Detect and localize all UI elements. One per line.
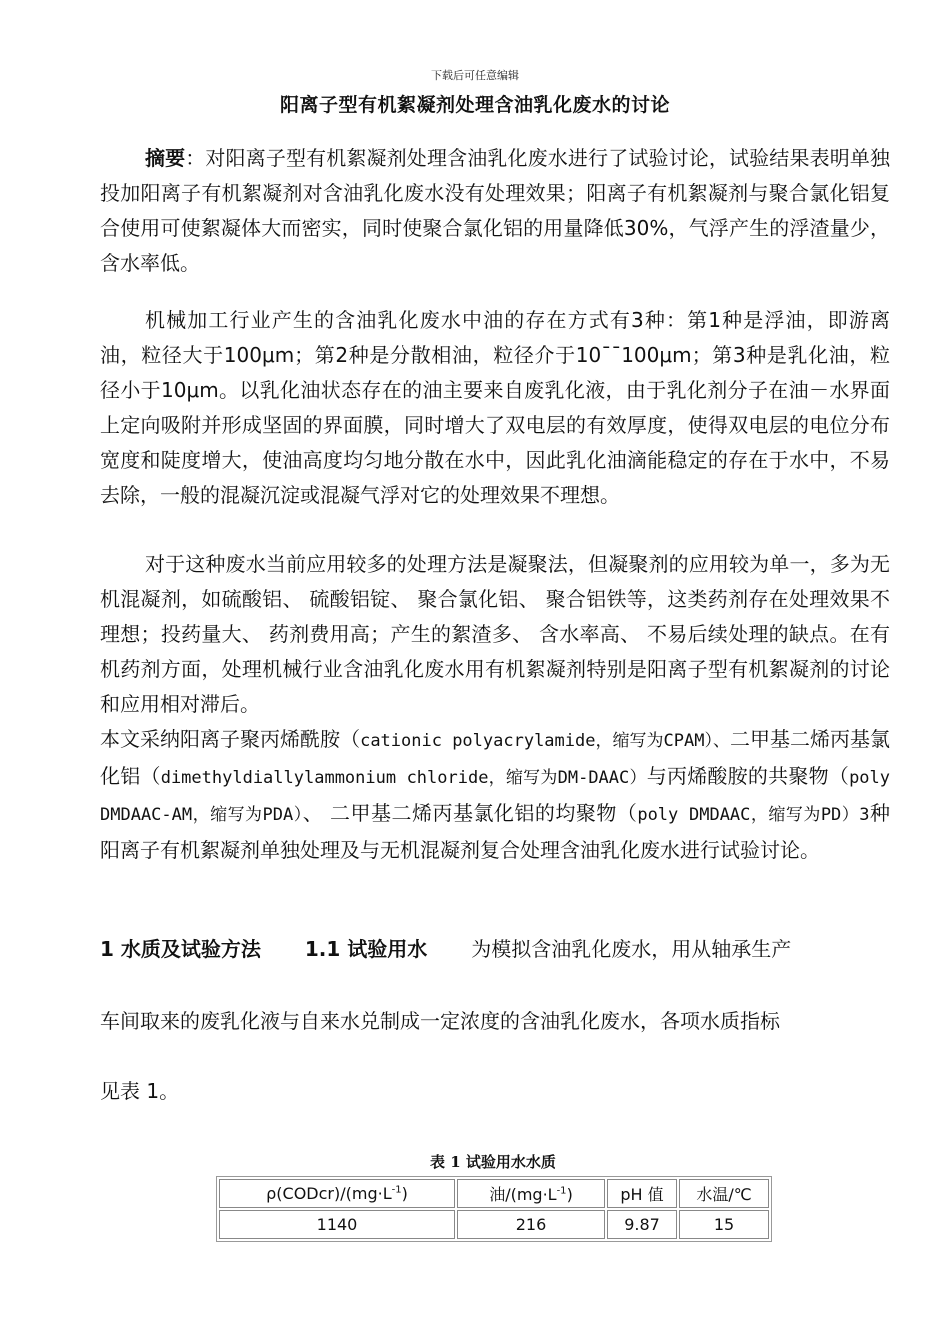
section-text-line-2: 车间取来的废乳化液与自来水兑制成一定浓度的含油乳化废水，各项水质指标 [100,1009,780,1033]
header-temp: 水温/℃ [679,1179,769,1208]
header-codcr: $\rho(CODcr)/(mg\cdot L^{-1})$ [219,1179,455,1208]
cell-oil: 216 [457,1210,605,1239]
header-note: 下载后可任意编辑 [431,69,519,82]
scope-text-i: 种阳离子有机絮凝剂单独处理及与无机混凝剂复合处理含油乳化废水进行试验讨论。 [100,801,890,862]
scope-text-e: 与丙烯酸胺的共聚物（ [646,764,850,788]
abstract-label: 摘要 [145,146,186,170]
table-caption: 表 1 试验用水水质 [430,1153,556,1171]
scope-text-h: poly DMDAAC，缩写为PD）3 [637,805,870,825]
scope-text-a: 本文采纳阳离子聚丙烯酰胺（ [100,727,361,751]
paragraph-oil-forms: 机械加工行业产生的含油乳化废水中油的存在方式有3种：第1种是浮油，即游离油，粒径大于100μm；第2种是分散相油，粒径介于10¯¯100μm；第3种是乳化油，粒径小于10μm。以乳化油状态存在的油主要来自废乳化液，由于乳化剂分子在油－水界面上定向吸附并形成坚固的界面膜，同时增大了双电层的有效厚度，使得双电层的电位分布宽度和陡度增大，使油高度均匀地分散在水中，因此乳化油滴能稳定的存在于水中，不易去除，一般的混凝沉淀或混凝气浮对它的处理效果不理想。 [100,308,890,507]
scope-text-b: cationic polyacrylamide，缩写为CPAM）、 [360,731,730,751]
section-text-line-1: 为模拟含油乳化废水，用从轴承生产 [471,937,792,961]
water-quality-table [216,1176,772,1242]
scope-text-f: poly DMDAAC-AM，缩写为PDA） [100,768,891,825]
abstract-paragraph [100,141,890,281]
cell-ph: 9.87 [607,1210,677,1239]
table-header-row [219,1179,769,1208]
table-row [219,1210,769,1239]
scope-text-c: 二甲基二烯丙基氯化铝（ [100,727,891,788]
scope-text-d: dimethyldiallylammonium chloride，缩写为DM-DAAC） [160,768,647,788]
cell-temp: 15 [679,1210,769,1239]
cell-codcr: 1140 [219,1210,455,1239]
header-oil: 油$/(mg\cdot L^{-1})$ [457,1179,605,1208]
section-heading-line [100,932,900,967]
section-heading: 1 水质及试验方法 [100,937,261,961]
abstract-text: ：对阳离子型有机絮凝剂处理含油乳化废水进行了试验讨论，试验结果表明单独投加阳离子有机絮凝剂对含油乳化废水没有处理效果；阳离子有机絮凝剂与聚合氯化铝复合使用可使絮凝体大而密实，同时使聚合氯化铝的用量降低30%，气浮产生的浮渣量少，含水率低。 [100,146,891,275]
document-title: 阳离子型有机絮凝剂处理含油乳化废水的讨论 [279,94,670,116]
subsection-heading: 1.1 试验用水 [304,937,428,961]
header-ph: pH 值 [607,1179,677,1208]
section-text-line-3: 见表 1。 [100,1079,180,1103]
scope-text-g: 、 二甲基二烯丙基氯化铝的均聚物（ [302,801,638,825]
paragraph-treatment-methods: 对于这种废水当前应用较多的处理方法是凝聚法，但凝聚剂的应用较为单一，多为无机混凝剂，如硫酸铝、 硫酸铝锭、 聚合氯化铝、 聚合铝铁等，这类药剂存在处理效果不理想；投药量大、 药剂费用高；产生的絮渣多、 含水率高、 不易后续处理的缺点。在有机药剂方面，处理机械行业含油乳化废水用有机絮凝剂特别是阳离子型有机絮凝剂的讨论和应用相对滞后。 [100,552,890,716]
paragraph-study-scope [100,722,890,868]
